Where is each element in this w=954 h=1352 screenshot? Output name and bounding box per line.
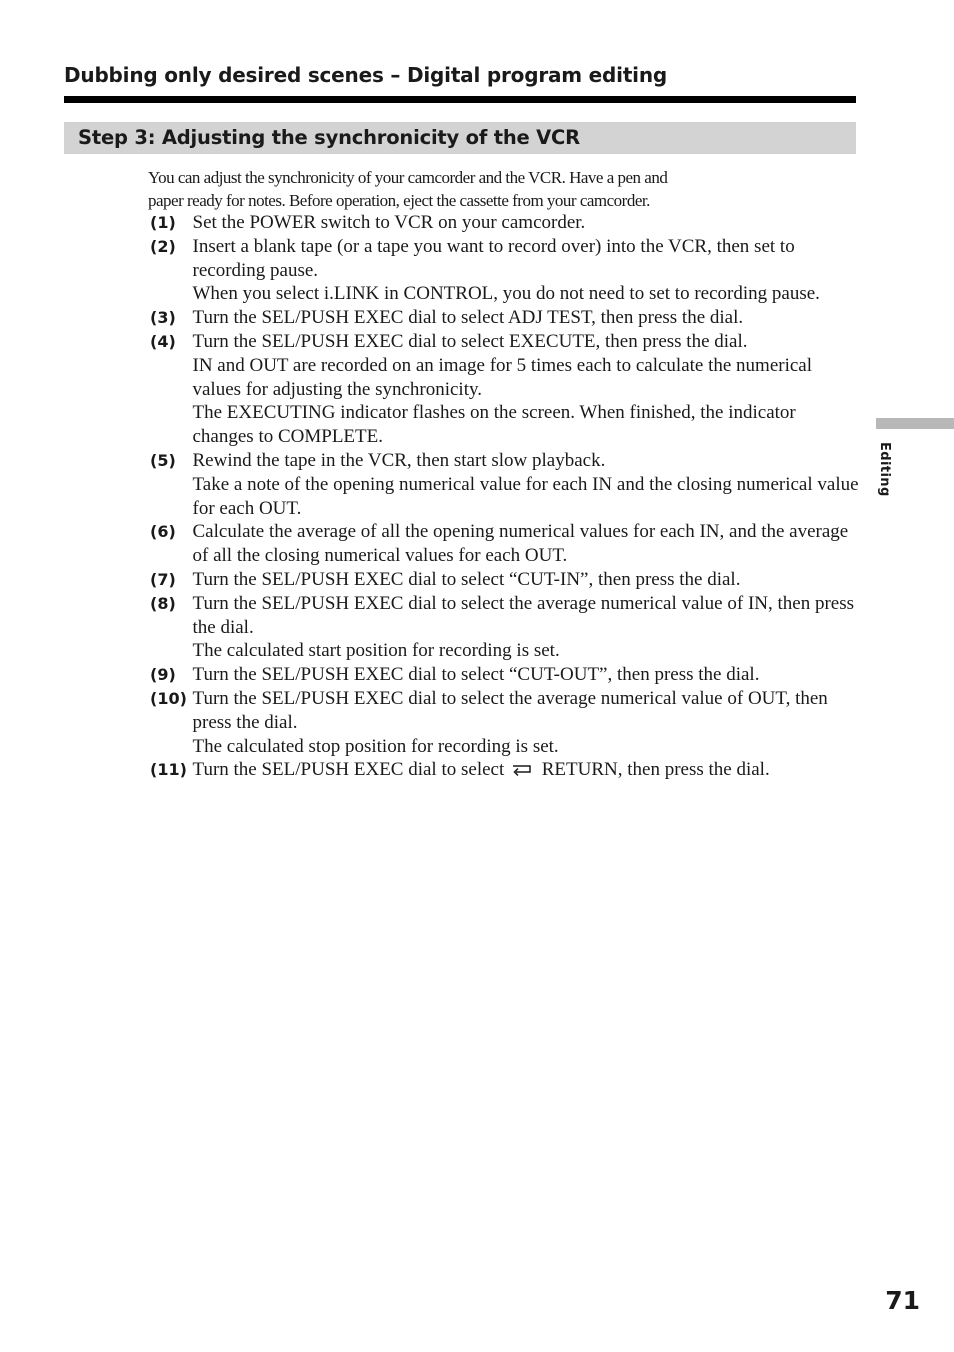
- step-text: Turn the SEL/PUSH EXEC dial to select EXECUTE, then press the dial.: [192, 330, 748, 352]
- step-item: [148, 449, 860, 520]
- step-text-after-icon: RETURN, then press the dial.: [541, 759, 770, 781]
- step-text: Insert a blank tape (or a tape you want to record over) into the VCR, then set to recording pause.: [192, 235, 795, 281]
- step-text: Turn the SEL/PUSH EXEC dial to select “CUT-OUT”, then press the dial.: [192, 664, 760, 686]
- section-rule: [64, 96, 856, 103]
- step-note: The EXECUTING indicator flashes on the screen. When finished, the indicator changes to COMPLETE.: [192, 402, 796, 448]
- step-text-before-icon: Turn the SEL/PUSH EXEC dial to select: [192, 759, 505, 781]
- intro-line-1: You can adjust the synchronicity of your camcorder and the VCR. Have a pen and: [148, 168, 668, 187]
- step-text: Rewind the tape in the VCR, then start slow playback.: [192, 449, 606, 471]
- step-number: (6): [150, 522, 176, 542]
- side-tab-label: Editing: [877, 442, 892, 497]
- step-note: Take a note of the opening numerical value for each IN and the closing numerical value for each OUT.: [192, 473, 859, 519]
- intro-line-2: paper ready for notes. Before operation, eject the cassette from your camcorder.: [148, 191, 650, 210]
- step-number: (9): [150, 665, 176, 685]
- step-list: [148, 211, 860, 784]
- step-item: [148, 758, 860, 784]
- step-text: [193, 758, 861, 784]
- step-text: Turn the SEL/PUSH EXEC dial to select “CUT-IN”, then press the dial.: [192, 568, 741, 590]
- step-number: (4): [150, 331, 176, 351]
- step-number: (8): [150, 593, 176, 613]
- step-note: The calculated start position for recording is set.: [192, 640, 560, 662]
- step-item: [148, 520, 860, 568]
- step-number: (11): [150, 760, 187, 780]
- step-item: [148, 687, 860, 758]
- step-number: (7): [150, 569, 176, 589]
- step-title: Step 3: Adjusting the synchronicity of the VCR: [78, 126, 580, 149]
- step-note: The calculated stop position for recording is set.: [192, 735, 559, 757]
- step-note: IN and OUT are recorded on an image for 5 times each to calculate the numerical values for adjusting the synchronicity.: [192, 354, 813, 400]
- section-title: Dubbing only desired scenes – Digital program editing: [64, 63, 667, 87]
- step-heading-bar: [64, 122, 856, 154]
- step-item: [148, 568, 860, 592]
- step-text: Turn the SEL/PUSH EXEC dial to select ADJ TEST, then press the dial.: [192, 307, 744, 329]
- step-item: [148, 211, 860, 235]
- step-item: [148, 592, 860, 663]
- step-number: (5): [150, 450, 176, 470]
- step-text: Calculate the average of all the opening numerical values for each IN, and the average of all the closing numerical values for each OUT.: [192, 521, 849, 567]
- step-text: Turn the SEL/PUSH EXEC dial to select the average numerical value of OUT, then press the dial.: [192, 687, 828, 733]
- step-item: [148, 663, 860, 687]
- step-number: (2): [150, 236, 176, 256]
- step-text: Turn the SEL/PUSH EXEC dial to select the average numerical value of IN, then press the dial.: [192, 592, 855, 638]
- step-text: Set the POWER switch to VCR on your camcorder.: [192, 212, 586, 233]
- step-item: [148, 306, 860, 330]
- step-number: (3): [150, 308, 176, 328]
- intro-text: [148, 166, 798, 212]
- step-item: [148, 330, 860, 449]
- step-number: (10): [150, 688, 187, 708]
- step-number: (1): [150, 213, 176, 232]
- return-arrow-icon: [511, 760, 533, 784]
- side-tab-bar: [876, 418, 954, 429]
- page-number: 71: [885, 1286, 920, 1315]
- step-note: When you select i.LINK in CONTROL, you do not need to set to recording pause.: [192, 283, 820, 305]
- step-item: [148, 235, 860, 306]
